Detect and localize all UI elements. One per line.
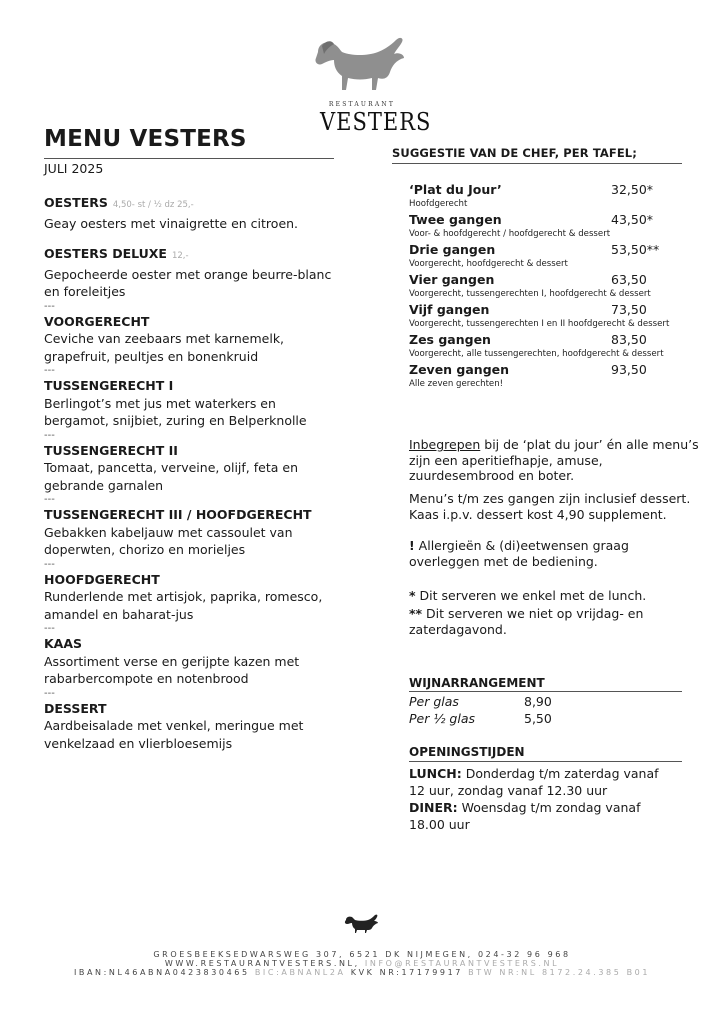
course-description: Gepocheerde oester met orange beurre-blanc en foreleitjes xyxy=(44,266,332,299)
menu-price: 63,50 xyxy=(611,272,647,287)
footer-iban: IBAN:NL46ABNA0423830465 xyxy=(73,968,250,977)
course-description: Berlingot’s met jus met waterkers en bergamot, snijbiet, zuring en Belperknolle xyxy=(44,395,307,428)
course-oesters xyxy=(44,194,344,232)
course-description: Geay oesters met vinaigrette en citroen. xyxy=(44,215,299,231)
diner-hours xyxy=(409,799,669,833)
wine-price: 8,90 xyxy=(524,694,552,709)
wine-divider xyxy=(409,691,682,692)
course-description: Gebakken kabeljauw met cassoulet van doperwten, chorizo en morieljes xyxy=(44,524,293,557)
menu-option xyxy=(409,272,684,300)
menu-option xyxy=(409,302,684,330)
dachshund-small-icon xyxy=(344,912,380,934)
course-tussengerecht-1 xyxy=(44,377,344,430)
course-oesters-deluxe xyxy=(44,245,344,301)
allergy-note xyxy=(409,538,699,569)
footer-bic: BIC:ABNANL2A xyxy=(254,968,346,977)
wine-row xyxy=(409,694,609,709)
allergy-text: Allergieën & (di)eetwensen graag overleggen met de bediening. xyxy=(409,538,629,569)
menu-price: 53,50** xyxy=(611,242,660,257)
menu-name: Twee gangen xyxy=(409,212,502,227)
hours-divider xyxy=(409,761,682,762)
hours-heading: OPENINGSTIJDEN xyxy=(409,745,525,759)
footer-registration xyxy=(0,968,724,977)
menu-name: Zeven gangen xyxy=(409,362,510,377)
course-tussengerecht-2 xyxy=(44,442,344,495)
course-name: OESTERS xyxy=(44,195,108,210)
menu-option xyxy=(409,212,684,240)
course-price: 12,- xyxy=(171,251,189,261)
footer-kvk: KVK NR:17179917 xyxy=(350,968,463,977)
diner-text: Woensdag t/m zondag vanaf 18.00 uur xyxy=(409,800,641,832)
not-weekend-note xyxy=(409,606,699,637)
note-text: Dit serveren we enkel met de lunch. xyxy=(415,588,647,603)
title-divider xyxy=(44,158,334,159)
menu-description: Voor- & hoofdgerecht / hoofdgerecht & dessert xyxy=(409,229,611,239)
note-text: Dit serveren we niet op vrijdag- en zaterdagavond. xyxy=(409,606,644,637)
wine-row xyxy=(409,711,609,726)
course-name: KAAS xyxy=(44,636,83,651)
course-description: Assortiment verse en gerijpte kazen met rabarbercompote en notenbrood xyxy=(44,653,300,686)
menu-price: 83,50 xyxy=(611,332,647,347)
course-description: Aardbeisalade met venkel, meringue met venkelzaad en vlierbloesemijs xyxy=(44,718,304,751)
included-word: Inbegrepen xyxy=(409,437,481,452)
course-name: HOOFDGERECHT xyxy=(44,571,160,587)
footer-website[interactable]: WWW.RESTAURANTVESTERS.NL, xyxy=(164,959,360,968)
course-tussengerecht-3 xyxy=(44,506,344,559)
course-dessert xyxy=(44,700,344,753)
footer-address: GROESBEEKSEDWARSWEG 307, 6521 DK NIJMEGEN, 024-32 96 968 xyxy=(153,950,571,959)
course-description: Tomaat, pancetta, verveine, olijf, feta en gebrande garnalen xyxy=(44,460,298,493)
footer-email[interactable]: INFO@RESTAURANTVESTERS.NL xyxy=(364,959,560,968)
note-mark: * xyxy=(409,588,416,603)
chef-heading-divider xyxy=(392,163,682,164)
menu-description: Alle zeven gerechten! xyxy=(409,379,504,389)
page-title: MENU VESTERS xyxy=(44,126,247,152)
logo-restaurant-text: RESTAURANT xyxy=(328,101,396,108)
separator: --- xyxy=(44,687,55,699)
dachshund-logo-icon xyxy=(312,30,412,100)
courses-list xyxy=(44,194,344,752)
menu-price: 32,50* xyxy=(611,182,654,197)
course-name: VOORGERECHT xyxy=(44,313,150,329)
logo-name-text: VESTERS xyxy=(320,108,432,136)
wine-label: Per ½ glas xyxy=(409,711,476,726)
allergy-mark: ! xyxy=(409,538,415,553)
footer-btw: BTW NR:NL 8172.24.385 B01 xyxy=(468,968,651,977)
course-name: TUSSENGERECHT II xyxy=(44,442,178,458)
restaurant-logo xyxy=(312,30,412,100)
course-kaas xyxy=(44,635,344,688)
included-note xyxy=(409,437,699,484)
course-voorgerecht xyxy=(44,313,344,366)
lunch-label: LUNCH: xyxy=(409,766,462,781)
separator: --- xyxy=(44,365,55,376)
note-mark: ** xyxy=(409,606,423,621)
menu-description: Voorgerecht, tussengerechten I, hoofdgerecht & dessert xyxy=(409,289,651,299)
dessert-note: Menu’s t/m zes gangen zijn inclusief dessert. Kaas i.p.v. dessert kost 4,90 supplement. xyxy=(409,491,691,522)
lunch-hours xyxy=(409,765,669,799)
course-description: Runderlende met artisjok, paprika, romesco, amandel en baharat-jus xyxy=(44,589,323,622)
included-text: bij de ‘plat du jour’ én alle menu’s zijn een aperitiefhapje, amuse, zuurdesembrood en boter. xyxy=(409,437,699,483)
menu-option xyxy=(409,182,684,210)
separator: --- xyxy=(44,558,55,570)
separator: --- xyxy=(44,300,55,312)
menu-description: Voorgerecht, tussengerechten I en II hoofdgerecht & dessert xyxy=(409,319,670,329)
menu-description: Voorgerecht, hoofdgerecht & dessert xyxy=(409,259,568,269)
course-name: TUSSENGERECHT III / HOOFDGERECHT xyxy=(44,507,312,522)
footer-contact xyxy=(0,959,724,968)
menu-name: ‘Plat du Jour’ xyxy=(409,182,502,197)
course-name: DESSERT xyxy=(44,700,107,716)
menu-description: Hoofdgerecht xyxy=(409,199,468,209)
course-description: Ceviche van zeebaars met karnemelk, grapefruit, peultjes en bonenkruid xyxy=(44,331,285,364)
footer-logo xyxy=(344,912,380,938)
menu-name: Zes gangen xyxy=(409,332,491,347)
wine-heading: WIJNARRANGEMENT xyxy=(409,676,545,690)
menu-date: JULI 2025 xyxy=(44,161,104,176)
wine-price: 5,50 xyxy=(524,711,552,726)
separator: --- xyxy=(44,623,55,634)
separator: --- xyxy=(44,494,55,505)
course-hoofdgerecht xyxy=(44,571,344,624)
course-price: 4,50- st / ½ dz 25,- xyxy=(112,200,194,210)
diner-label: DINER: xyxy=(409,800,458,815)
course-name: TUSSENGERECHT I xyxy=(44,378,174,393)
menu-name: Vier gangen xyxy=(409,272,495,287)
lunch-text: Donderdag t/m zaterdag vanaf 12 uur, zondag vanaf 12.30 uur xyxy=(409,766,659,798)
lunch-only-note xyxy=(409,588,699,604)
chef-suggestion-heading: SUGGESTIE VAN DE CHEF, PER TAFEL; xyxy=(392,146,637,160)
menu-option xyxy=(409,362,684,390)
menu-price: 93,50 xyxy=(611,362,647,377)
wine-label: Per glas xyxy=(409,694,459,709)
menu-option xyxy=(409,242,684,270)
menu-name: Drie gangen xyxy=(409,242,496,257)
menu-option xyxy=(409,332,684,360)
menu-price: 73,50 xyxy=(611,302,647,317)
menu-price: 43,50* xyxy=(611,212,654,227)
menu-name: Vijf gangen xyxy=(409,302,490,317)
menu-description: Voorgerecht, alle tussengerechten, hoofdgerecht & dessert xyxy=(409,349,664,359)
course-name: OESTERS DELUXE xyxy=(44,246,167,261)
chef-menu-list xyxy=(409,182,684,392)
separator: --- xyxy=(44,429,55,441)
